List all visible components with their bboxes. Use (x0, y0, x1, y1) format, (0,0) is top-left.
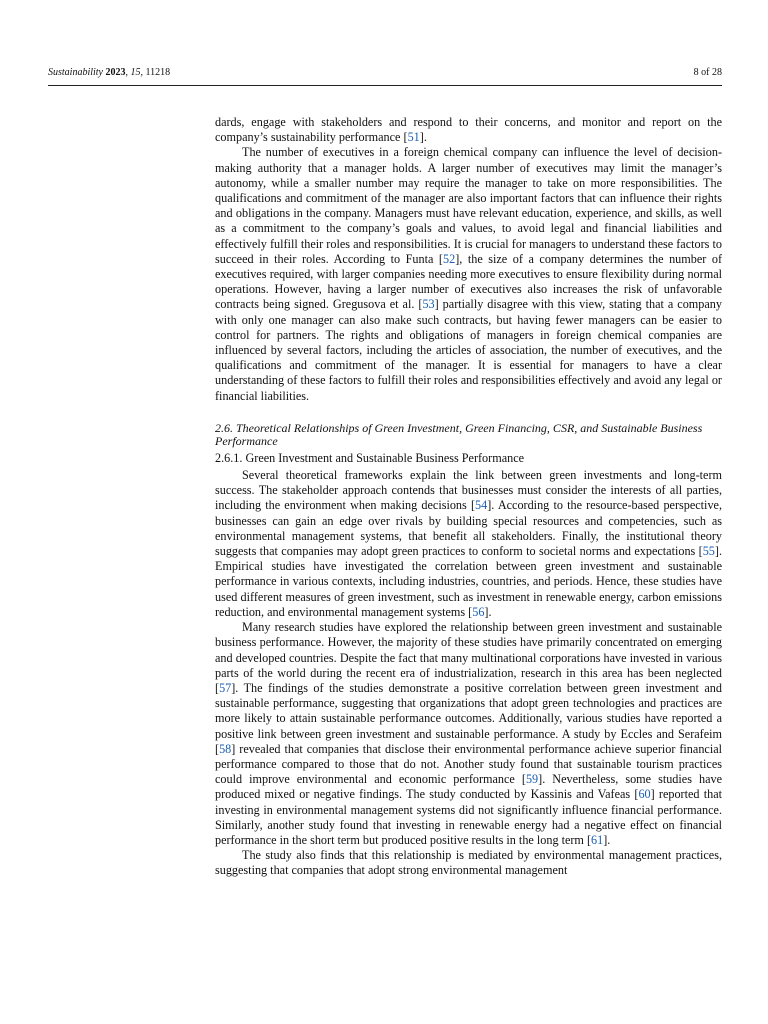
journal-year: 2023 (105, 67, 126, 78)
citation-link[interactable]: 52 (443, 251, 456, 266)
header-rule (48, 85, 722, 86)
citation-link[interactable]: 57 (219, 680, 232, 695)
citation-link[interactable]: 59 (525, 772, 539, 787)
page-number: 8 of 28 (693, 67, 722, 78)
citation-link[interactable]: 58 (219, 741, 232, 756)
journal-volume: 15 (130, 67, 141, 78)
citation-link[interactable]: 61 (591, 832, 604, 847)
journal-name: Sustainability (48, 67, 103, 78)
citation-link[interactable]: 55 (702, 544, 715, 559)
section-heading: 2.6. Theoretical Relationships of Green Investment, Green Financing, CSR, and Sustainable Business Performance (215, 420, 703, 448)
paragraph: Several theoretical frameworks explain the link between green investments and long-term success. The stakeholder approach contends that businesses must consider the interests of all parties, including the environment when making decisions [54]. According to the resource-based perspective, businesses can gain an edge over rivals by building special resources and competencies, such as environmental management systems, that benefit all stakeholders. Finally, the institutional theory suggests that companies may adopt green practices to conform to societal norms and expectations [55]. Empirical studies have investigated the correlation between green investment and sustainable performance in various contexts, including industries, countries, and periods. Hence, these studies have used different measures of green investment, such as investment in renewable energy, carbon emissions reduction, and environmental management systems [56]. (215, 468, 722, 619)
citation-link[interactable]: 60 (638, 787, 651, 802)
paragraph: The study also finds that this relationship is mediated by environmental management practices, suggesting that companies that adopt strong environmental management (215, 848, 722, 878)
article-number: 11218 (145, 67, 171, 78)
citation-link[interactable]: 53 (422, 297, 435, 312)
paragraph: Many research studies have explored the relationship between green investment and sustainable business performance. However, the majority of these studies have primarily concentrated on emerging and developed countries. Despite the fact that many multinational corporations have invested in various parts of the world during the recent era of industrialization, research in this area has been neglected [57]. The findings of the studies demonstrate a positive correlation between green investment and sustainable performance, suggesting that organizations that adopt green technologies and practices are more likely to attain sustainable performance outcomes. Additionally, various studies have reported a positive link between green investment and sustainable performance. A study by Eccles and Serafeim [58] revealed that companies that disclose their environmental performance achieve superior financial performance compared to those that do not. Another study found that sustainable tourism practices could improve environmental and economic performance [59]. Nevertheless, some studies have produced mixed or negative findings. The study conducted by Kassinis and Vafeas [60] reported that investing in environmental management systems did not significantly influence financial performance. Similarly, another study found that investing in renewable energy had a negative effect on financial performance in the short term but produced positive results in the long term [61]. (215, 620, 722, 847)
citation-link[interactable]: 54 (475, 498, 488, 513)
journal-citation: Sustainability 2023, 15, 11218 (48, 67, 171, 78)
citation-link[interactable]: 56 (472, 604, 485, 619)
paragraph-continued: dards, engage with stakeholders and respond to their concerns, and monitor and report on the company’s sustainability performance [51]. (215, 115, 722, 145)
subsection-heading: 2.6.1. Green Investment and Sustainable Business Performance (215, 450, 525, 465)
citation-link[interactable]: 51 (407, 130, 420, 145)
paragraph: The number of executives in a foreign chemical company can influence the level of decision-making authority that a manager holds. A larger number of executives may limit the manager’s autonomy, while a smaller number may require the manager to take on more responsibilities. The qualifications and commitment of the manager are also important factors that can influence their rights and obligations in the company. Managers must have relevant education, experience, and skills, as well as a commitment to the company’s goals and values, to avoid legal and financial liabilities and effectively fulfill their roles and responsibilities. It is crucial for managers to understand these factors to succeed in their roles. According to Funta [52], the size of a company determines the number of executives required, with larger companies needing more executives to ensure flexibility during normal operations. However, having a larger number of executives also increases the risk of unfavorable contracts being signed. Gregusova et al. [53] partially disagree with this view, stating that a company with only one manager can also make such contracts, but having fewer managers can be easier to control for partners. The rights and obligations of managers in foreign chemical companies are influenced by several factors, including the articles of association, the number of executives, and the qualifications and commitment of the manager. It is essential for managers to have a clear understanding of these factors to fulfill their roles and responsibilities effectively and avoid any legal or financial liabilities. (215, 145, 723, 403)
article-body (215, 115, 722, 879)
